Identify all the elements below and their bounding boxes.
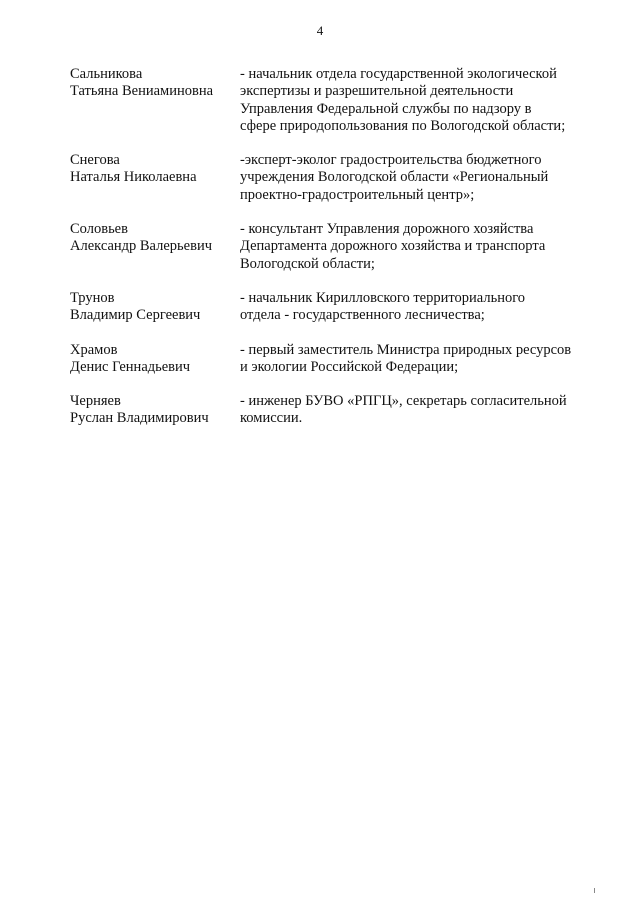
member-given-names: Денис Геннадьевич — [70, 358, 191, 375]
member-name — [70, 66, 240, 135]
member-entry — [70, 342, 590, 377]
member-given-names: Александр Валерьевич — [70, 238, 212, 255]
scan-mark — [594, 888, 595, 893]
member-surname: Храмов — [70, 341, 118, 358]
member-role: - консультант Управления дорожного хозяйства Департамента дорожного хозяйства и транспорта Вологодской области; — [240, 221, 546, 272]
member-surname: Соловьев — [70, 221, 128, 238]
member-given-names: Руслан Владимирович — [70, 410, 209, 427]
member-surname: Черняев — [70, 393, 121, 410]
member-entry — [70, 152, 590, 204]
member-name — [70, 152, 240, 204]
member-name — [70, 342, 240, 377]
member-role: -эксперт-эколог градостроительства бюджетного учреждения Вологодской области «Региональный проектно-градостроительный центр»; — [240, 152, 549, 203]
member-name — [70, 393, 240, 428]
member-name — [70, 221, 240, 273]
member-entry — [70, 221, 590, 273]
member-role: - начальник Кирилловского территориального отдела - государственного лесничества; — [240, 289, 526, 324]
member-entry — [70, 290, 590, 325]
member-given-names: Наталья Николаевна — [70, 169, 197, 186]
member-given-names: Татьяна Вениаминовна — [70, 83, 214, 100]
member-surname: Сальникова — [70, 66, 143, 82]
page-number: 4 — [316, 23, 324, 38]
member-role: - первый заместитель Министра природных ресурсов и экологии Российской Федерации; — [240, 341, 572, 375]
member-name — [70, 290, 240, 325]
member-role: - инженер БУВО «РПГЦ», секретарь согласительной комиссии. — [240, 393, 567, 427]
member-list — [70, 66, 590, 445]
member-surname: Снегова — [70, 152, 120, 169]
member-entry — [70, 66, 590, 135]
member-surname: Трунов — [70, 289, 115, 306]
member-entry — [70, 393, 590, 428]
member-given-names: Владимир Сергеевич — [70, 307, 201, 324]
member-role: - начальник отдела государственной экологической экспертизы и разрешительной деятельности Управления Федеральной службы по надзору в сфере природопользования по Вологодской области; — [240, 66, 566, 134]
